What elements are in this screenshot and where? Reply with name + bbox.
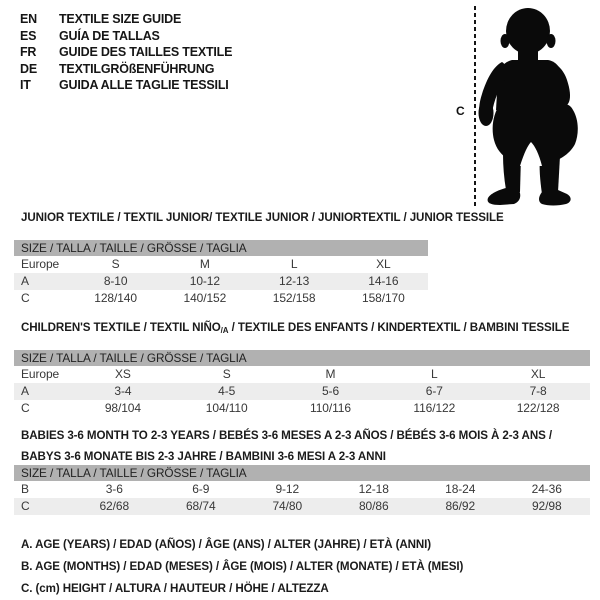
size-cell: 3-6 [105, 482, 123, 496]
size-cell: 12-18 [358, 482, 389, 496]
size-cell: 74/80 [272, 499, 303, 513]
junior-table-title [21, 211, 504, 224]
babies-table-title [21, 425, 552, 467]
row-label: C [21, 291, 30, 305]
size-cell: 152/158 [272, 291, 316, 305]
language-row [20, 11, 232, 28]
size-cell: 6-7 [425, 384, 443, 398]
babies-size-table [14, 465, 590, 515]
size-header-band: SIZE / TALLA / TAILLE / GRÖSSE / TAGLIA [14, 240, 428, 256]
language-code: ES [20, 28, 37, 43]
size-cell: 86/92 [445, 499, 476, 513]
size-cell: 18-24 [445, 482, 476, 496]
size-cell: 62/68 [99, 499, 130, 513]
size-cell: 128/140 [94, 291, 137, 305]
size-cell: 104/110 [205, 401, 248, 415]
table-row-a [14, 383, 590, 400]
height-figure [456, 4, 600, 210]
size-cell: S [222, 367, 231, 381]
table-row-c [14, 498, 590, 515]
language-label: GUIDA ALLE TAGLIE TESSILI [59, 78, 229, 93]
size-cell: M [199, 257, 210, 271]
table-row-a [14, 273, 428, 290]
table-row-c [14, 400, 590, 417]
language-row [20, 28, 232, 45]
language-code: DE [20, 61, 37, 76]
legend-notes [21, 534, 463, 600]
size-cell: 110/116 [310, 401, 351, 415]
row-label: B [21, 482, 29, 496]
language-label: GUIDE DES TAILLES TEXTILE [59, 45, 233, 60]
row-label: C [21, 401, 30, 415]
toddler-silhouette-icon [478, 4, 586, 209]
size-cell: 98/104 [104, 401, 141, 415]
language-code: EN [20, 12, 37, 26]
row-label: C [21, 499, 30, 513]
size-cell: S [111, 257, 120, 271]
size-cell: 10-12 [189, 274, 220, 288]
size-cell: 9-12 [275, 482, 300, 496]
title-text: BABIES 3-6 MONTH TO 2-3 YEARS / BEBÉS 3-6 MESES A 2-3 AÑOS / BÉBÉS 3-6 MOIS À 2-3 ANS / [21, 429, 552, 442]
children-size-table [14, 350, 590, 417]
row-label: Europe [21, 367, 60, 381]
size-cell: XL [530, 367, 546, 381]
title-subscript: /A [220, 326, 229, 335]
size-cell: XL [376, 257, 391, 271]
table-title-line [21, 321, 569, 335]
table-row-b [14, 481, 590, 498]
title-text: CHILDREN'S TEXTILE / TEXTIL NIÑO [21, 321, 221, 334]
size-cell: M [325, 367, 336, 381]
language-row [20, 77, 232, 94]
table-row-c [14, 290, 428, 307]
size-cell: 116/122 [413, 401, 456, 415]
language-code: IT [20, 78, 31, 93]
language-label: TEXTILGRÖßENFÜHRUNG [59, 61, 215, 76]
size-cell: XS [114, 367, 131, 381]
size-cell: 92/98 [531, 499, 562, 513]
size-cell: 122/128 [516, 401, 560, 415]
size-header-band: SIZE / TALLA / TAILLE / GRÖSSE / TAGLIA [14, 350, 590, 366]
size-cell: 4-5 [218, 384, 236, 398]
title-text: JUNIOR TEXTILE / TEXTIL JUNIOR/ TEXTILE JUNIOR / JUNIORTEXTIL / JUNIOR TESSILE [21, 211, 504, 224]
height-c-label: C [456, 104, 465, 118]
table-title-line [21, 446, 552, 467]
language-row [20, 44, 232, 61]
table-title-line [21, 211, 504, 224]
row-label: Europe [21, 257, 60, 271]
legend-note-line: A. AGE (YEARS) / EDAD (AÑOS) / ÂGE (ANS) / ALTER (JAHRE) / ETÀ (ANNI) [21, 538, 432, 551]
table-row-europe [14, 366, 590, 383]
row-label: A [21, 274, 29, 288]
language-row [20, 61, 232, 78]
legend-note-line: C. (cm) HEIGHT / ALTURA / HAUTEUR / HÖHE / ALTEZZA [21, 582, 329, 595]
size-cell: 140/152 [183, 291, 227, 305]
language-code: FR [20, 45, 37, 60]
language-label: TEXTILE SIZE GUIDE [59, 12, 182, 26]
height-dashed-line-icon [474, 6, 476, 207]
children-table-title [21, 321, 569, 335]
legend-note-line: B. AGE (MONTHS) / EDAD (MESES) / ÂGE (MOIS) / ALTER (MONATE) / ETÀ (MESI) [21, 560, 464, 573]
size-cell: 3-4 [114, 384, 132, 398]
size-cell: 158/170 [362, 291, 405, 305]
size-cell: 5-6 [321, 384, 340, 398]
language-label: GUÍA DE TALLAS [59, 28, 160, 43]
size-cell: 7-8 [529, 384, 547, 398]
table-title-line [21, 425, 552, 446]
size-cell: 80/86 [358, 499, 389, 513]
row-label: A [21, 384, 29, 398]
size-header-band: SIZE / TALLA / TAILLE / GRÖSSE / TAGLIA [14, 465, 590, 481]
junior-size-table [14, 240, 428, 307]
table-row-europe [14, 256, 428, 273]
size-cell: L [431, 367, 438, 381]
size-cell: 14-16 [368, 274, 399, 288]
size-cell: 6-9 [192, 482, 210, 496]
title-text: / TEXTILE DES ENFANTS / KINDERTEXTIL / BAMBINI TESSILE [228, 321, 570, 334]
size-cell: 12-13 [279, 274, 310, 288]
size-cell: 8-10 [103, 274, 128, 288]
language-title-list [20, 11, 232, 94]
title-text: BABYS 3-6 MONATE BIS 2-3 JAHRE / BAMBINI 3-6 MESI A 2-3 ANNI [21, 450, 386, 463]
size-cell: 24-36 [531, 482, 562, 496]
size-cell: L [290, 257, 298, 271]
size-cell: 68/74 [185, 499, 216, 513]
